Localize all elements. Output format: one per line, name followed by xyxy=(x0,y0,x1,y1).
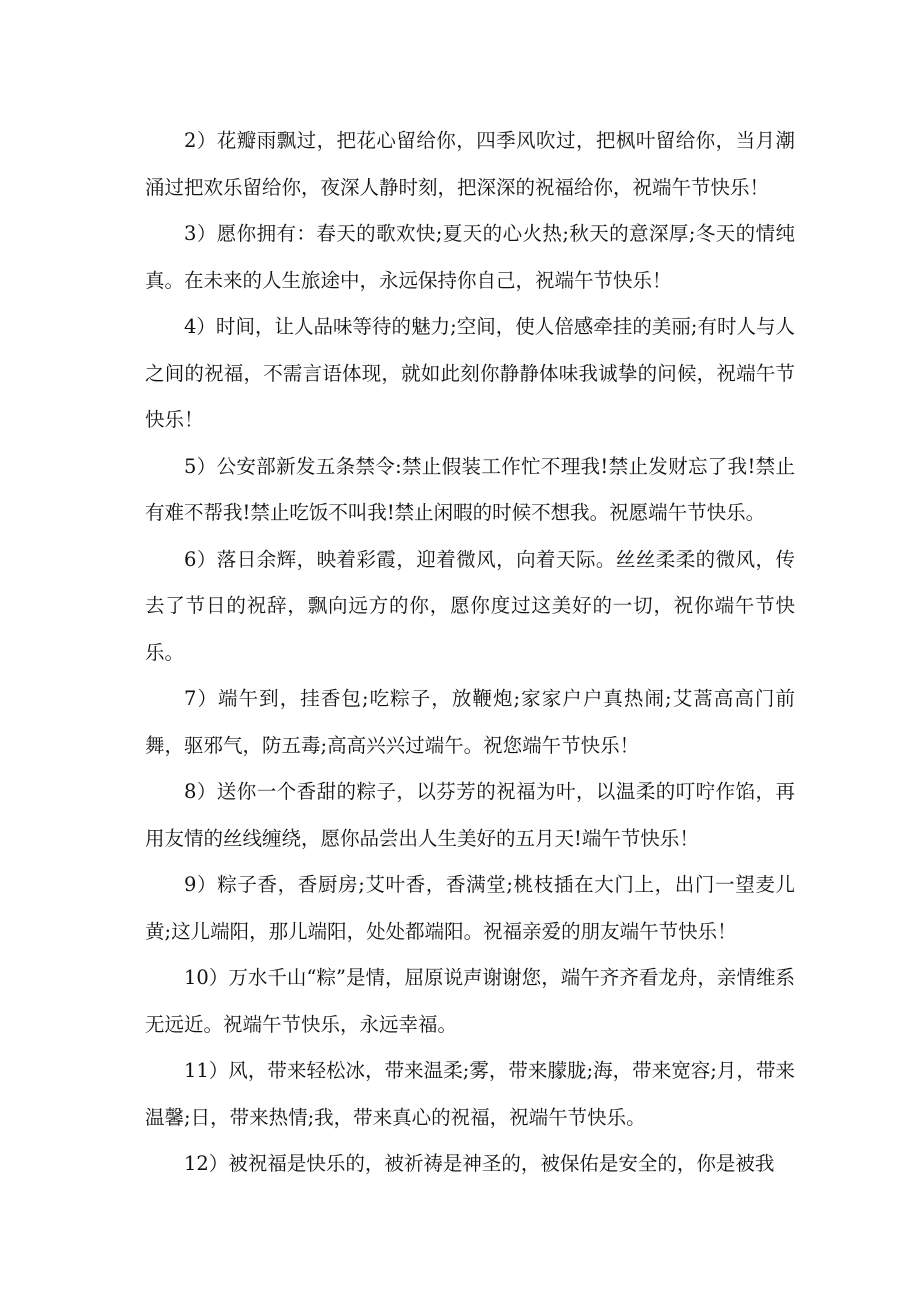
paragraph: 2）花瓣雨飘过，把花心留给你，四季风吹过，把枫叶留给你，当月潮涌过把欢乐留给你，夜深人静时刻，把深深的祝福给你，祝端午节快乐！ xyxy=(145,129,795,199)
paragraph: 6）落日余辉，映着彩霞，迎着微风，向着天际。丝丝柔柔的微风，传去了节日的祝辞，飘向远方的你，愿你度过这美好的一切，祝你端午节快乐。 xyxy=(145,547,795,664)
paragraph: 12）被祝福是快乐的，被祈祷是神圣的，被保佑是安全的，你是被我 xyxy=(184,1152,775,1175)
paragraph: 9）粽子香，香厨房;艾叶香，香满堂;桃枝插在大门上，出门一望麦儿黄;这儿端阳，那儿端阳，处处都端阳。祝福亲爱的朋友端午节快乐！ xyxy=(145,873,795,943)
paragraph: 11）风，带来轻松冰，带来温柔;雾，带来朦胧;海，带来宽容;月，带来温馨;日，带来热情;我，带来真心的祝福，祝端午节快乐。 xyxy=(145,1059,795,1129)
paragraph: 8）送你一个香甜的粽子，以芬芳的祝福为叶，以温柔的叮咛作馅，再用友情的丝线缠绕，愿你品尝出人生美好的五月天!端午节快乐！ xyxy=(145,780,795,850)
paragraph: 5）公安部新发五条禁令:禁止假装工作忙不理我!禁止发财忘了我!禁止有难不帮我!禁止吃饭不叫我!禁止闲暇的时候不想我。祝愿端午节快乐。 xyxy=(145,454,795,524)
document-body xyxy=(145,118,795,1188)
paragraph: 7）端午到，挂香包;吃粽子，放鞭炮;家家户户真热闹;艾蒿高高门前舞，驱邪气，防五毒;高高兴兴过端午。祝您端午节快乐！ xyxy=(145,687,795,757)
paragraph: 10）万水千山“粽”是情，屈原说声谢谢您，端午齐齐看龙舟，亲情维系无远近。祝端午节快乐，永远幸福。 xyxy=(145,966,795,1036)
paragraph: 4）时间，让人品味等待的魅力;空间，使人倍感牵挂的美丽;有时人与人之间的祝福，不需言语体现，就如此刻你静静体味我诚挚的问候，祝端午节快乐！ xyxy=(145,315,795,431)
paragraph: 3）愿你拥有：春天的歌欢快;夏天的心火热;秋天的意深厚;冬天的情纯真。在未来的人生旅途中，永远保持你自己，祝端午节快乐！ xyxy=(145,222,795,292)
